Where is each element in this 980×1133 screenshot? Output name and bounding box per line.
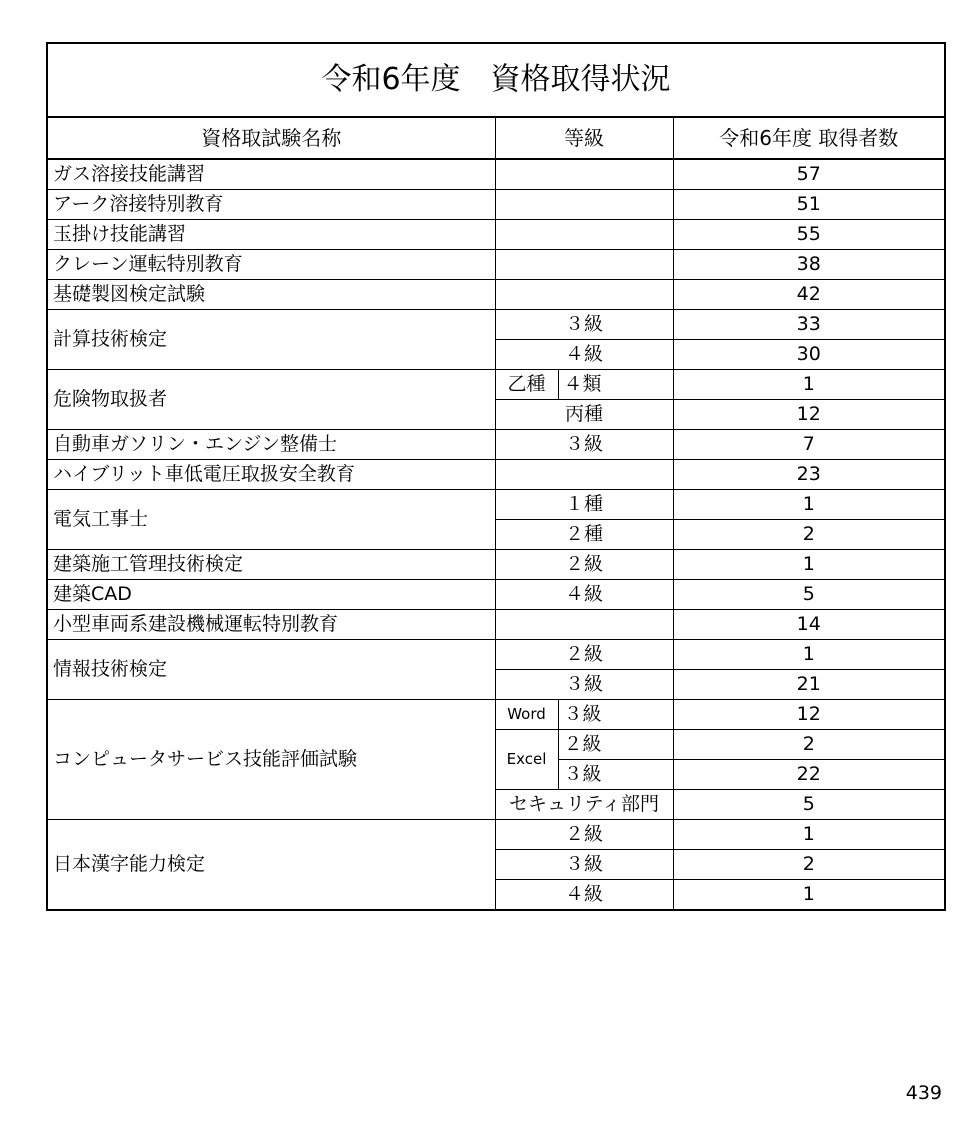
count-cell: 5 xyxy=(673,580,945,610)
qualification-name: 玉掛け技能講習 xyxy=(47,220,495,250)
grade-main-cell: Word xyxy=(495,700,558,730)
grade-cell: ２級 xyxy=(495,820,673,850)
grade-cell: 丙種 xyxy=(495,400,673,430)
count-cell: 1 xyxy=(673,820,945,850)
count-cell: 23 xyxy=(673,460,945,490)
qualification-name: 建築施工管理技術検定 xyxy=(47,550,495,580)
table-row xyxy=(47,820,945,850)
grade-cell: ２級 xyxy=(495,640,673,670)
table-title: 令和6年度 資格取得状況 xyxy=(47,43,945,117)
count-cell: 1 xyxy=(673,490,945,520)
grade-cell xyxy=(495,280,673,310)
grade-cell: ４級 xyxy=(495,340,673,370)
count-cell: 14 xyxy=(673,610,945,640)
qualification-name: 情報技術検定 xyxy=(47,640,495,700)
table-row xyxy=(47,220,945,250)
grade-cell xyxy=(495,220,673,250)
qualification-name: 自動車ガソリン・エンジン整備士 xyxy=(47,430,495,460)
grade-cell: ２種 xyxy=(495,520,673,550)
grade-cell xyxy=(495,250,673,280)
grade-sub-cell: ３級 xyxy=(558,760,673,790)
qualification-name: コンピュータサービス技能評価試験 xyxy=(47,700,495,820)
count-cell: 57 xyxy=(673,159,945,190)
count-cell: 38 xyxy=(673,250,945,280)
count-cell: 2 xyxy=(673,850,945,880)
total-count: 439 xyxy=(905,1082,942,1104)
count-cell: 5 xyxy=(673,790,945,820)
table-row xyxy=(47,430,945,460)
table-row xyxy=(47,280,945,310)
table-row xyxy=(47,460,945,490)
grade-sub-cell: ３級 xyxy=(558,700,673,730)
count-cell: 12 xyxy=(673,700,945,730)
count-cell: 33 xyxy=(673,310,945,340)
grade-cell: ３級 xyxy=(495,670,673,700)
count-cell: 42 xyxy=(673,280,945,310)
count-cell: 1 xyxy=(673,640,945,670)
grade-cell: ３級 xyxy=(495,430,673,460)
qualification-name: クレーン運転特別教育 xyxy=(47,250,495,280)
grade-cell: ４級 xyxy=(495,580,673,610)
table-row xyxy=(47,610,945,640)
count-cell: 2 xyxy=(673,520,945,550)
table-row xyxy=(47,190,945,220)
qualification-name: 建築CAD xyxy=(47,580,495,610)
grade-main-cell: 乙種 xyxy=(495,370,558,400)
grade-cell: ４級 xyxy=(495,880,673,911)
qualification-table xyxy=(46,42,946,911)
table-row xyxy=(47,700,945,730)
count-cell: 21 xyxy=(673,670,945,700)
count-cell: 7 xyxy=(673,430,945,460)
grade-cell xyxy=(495,159,673,190)
table-row xyxy=(47,550,945,580)
grade-cell xyxy=(495,190,673,220)
count-cell: 22 xyxy=(673,760,945,790)
count-cell: 51 xyxy=(673,190,945,220)
qualification-name: ガス溶接技能講習 xyxy=(47,159,495,190)
grade-sub-cell: ２級 xyxy=(558,730,673,760)
table-row xyxy=(47,250,945,280)
count-cell: 1 xyxy=(673,370,945,400)
qualification-name: 電気工事士 xyxy=(47,490,495,550)
header-name: 資格取試験名称 xyxy=(47,117,495,159)
table-row xyxy=(47,490,945,520)
grade-cell xyxy=(495,610,673,640)
title-row xyxy=(47,43,945,117)
header-grade: 等級 xyxy=(495,117,673,159)
grade-cell xyxy=(495,460,673,490)
grade-main-cell: Excel xyxy=(495,730,558,790)
header-count: 令和6年度 取得者数 xyxy=(673,117,945,159)
qualification-name: 危険物取扱者 xyxy=(47,370,495,430)
grade-cell: ３級 xyxy=(495,850,673,880)
count-cell: 1 xyxy=(673,880,945,911)
qualification-name: アーク溶接特別教育 xyxy=(47,190,495,220)
table-row xyxy=(47,580,945,610)
grade-cell: セキュリティ部門 xyxy=(495,790,673,820)
count-cell: 12 xyxy=(673,400,945,430)
grade-cell: ３級 xyxy=(495,310,673,340)
qualification-name: 計算技術検定 xyxy=(47,310,495,370)
table-row xyxy=(47,370,945,400)
grade-sub-cell: ４類 xyxy=(558,370,673,400)
table-row xyxy=(47,310,945,340)
header-row xyxy=(47,117,945,159)
grade-cell: １種 xyxy=(495,490,673,520)
count-cell: 2 xyxy=(673,730,945,760)
count-cell: 55 xyxy=(673,220,945,250)
count-cell: 1 xyxy=(673,550,945,580)
table-row xyxy=(47,640,945,670)
qualification-name: 基礎製図検定試験 xyxy=(47,280,495,310)
qualification-name: 小型車両系建設機械運転特別教育 xyxy=(47,610,495,640)
qualification-name: 日本漢字能力検定 xyxy=(47,820,495,911)
grade-cell: ２級 xyxy=(495,550,673,580)
qualification-name: ハイブリット車低電圧取扱安全教育 xyxy=(47,460,495,490)
count-cell: 30 xyxy=(673,340,945,370)
table-row xyxy=(47,159,945,190)
